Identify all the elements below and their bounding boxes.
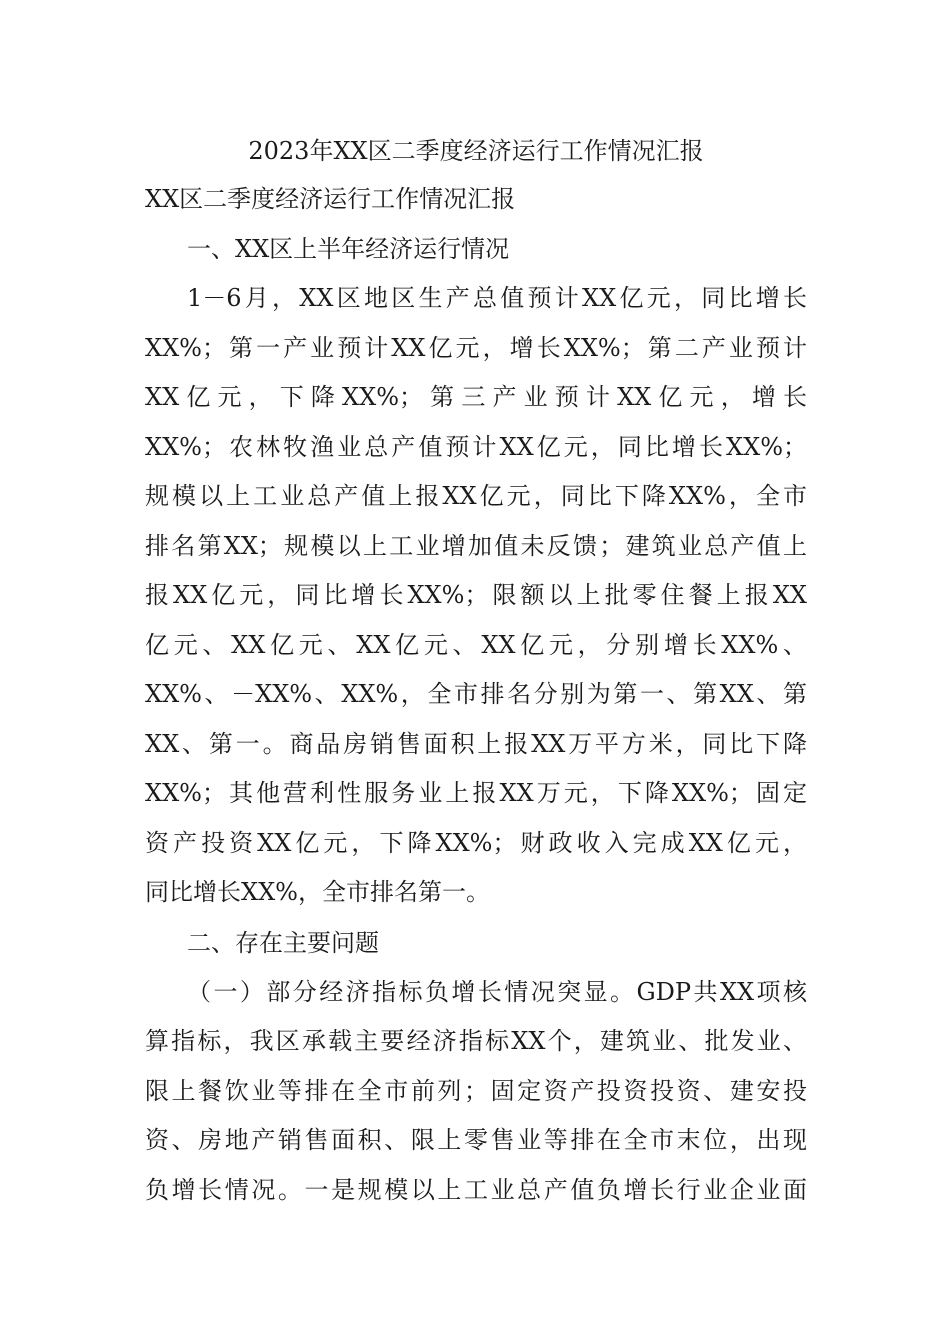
paragraph-line: XX%、－XX%、XX%，全市排名分别为第一、第XX、第 (145, 680, 807, 708)
paragraph-line: 1－6月，XX区地区生产总值预计XX亿元，同比增长 (187, 284, 807, 312)
paragraph-line: 排名第XX；规模以上工业增加值未反馈；建筑业总产值上 (145, 531, 807, 560)
paragraph-line: 亿元、XX亿元、XX亿元、XX亿元，分别增长XX%、 (145, 630, 807, 659)
paragraph-line: XX%；其他营利性服务业上报XX万元，下降XX%；固定 (145, 779, 807, 807)
paragraph-line: 报XX亿元，同比增长XX%；限额以上批零住餐上报XX (145, 581, 807, 609)
section-2-paragraph (145, 968, 807, 1216)
paragraph-line: 负增长情况。一是规模以上工业总产值负增长行业企业面 (145, 1175, 807, 1204)
section-heading-1: 一、XX区上半年经济运行情况 (187, 235, 510, 263)
document-subtitle: XX区二季度经济运行工作情况汇报 (145, 185, 516, 213)
paragraph-line: XX%；第一产业预计XX亿元，增长XX%；第二产业预计 (145, 333, 807, 362)
paragraph-line: XX亿元，下降XX%；第三产业预计XX亿元，增长 (145, 383, 807, 411)
paragraph-line: 资产投资XX亿元，下降XX%；财政收入完成XX亿元， (145, 828, 807, 857)
document-title: 2023年XX区二季度经济运行工作情况汇报 (248, 137, 704, 165)
paragraph-line: （一）部分经济指标负增长情况突显。GDP共XX项核 (187, 977, 807, 1006)
paragraph-line: XX%；农林牧渔业总产值预计XX亿元，同比增长XX%； (145, 432, 807, 461)
document-page (145, 128, 807, 1215)
paragraph-line: 规模以上工业总产值上报XX亿元，同比下降XX%，全市 (145, 482, 807, 510)
section-1-paragraph (145, 274, 807, 918)
paragraph-line: XX、第一。商品房销售面积上报XX万平方米，同比下降 (145, 729, 807, 758)
section-heading-2: 二、存在主要问题 (187, 928, 379, 957)
paragraph-line: 资、房地产销售面积、限上零售业等排在全市末位，出现 (145, 1126, 807, 1154)
paragraph-line: 算指标，我区承载主要经济指标XX个，建筑业、批发业、 (145, 1027, 807, 1055)
paragraph-line: 限上餐饮业等排在全市前列；固定资产投资投资、建安投 (145, 1076, 807, 1105)
paragraph-line: 同比增长XX%，全市排名第一。 (145, 878, 490, 906)
